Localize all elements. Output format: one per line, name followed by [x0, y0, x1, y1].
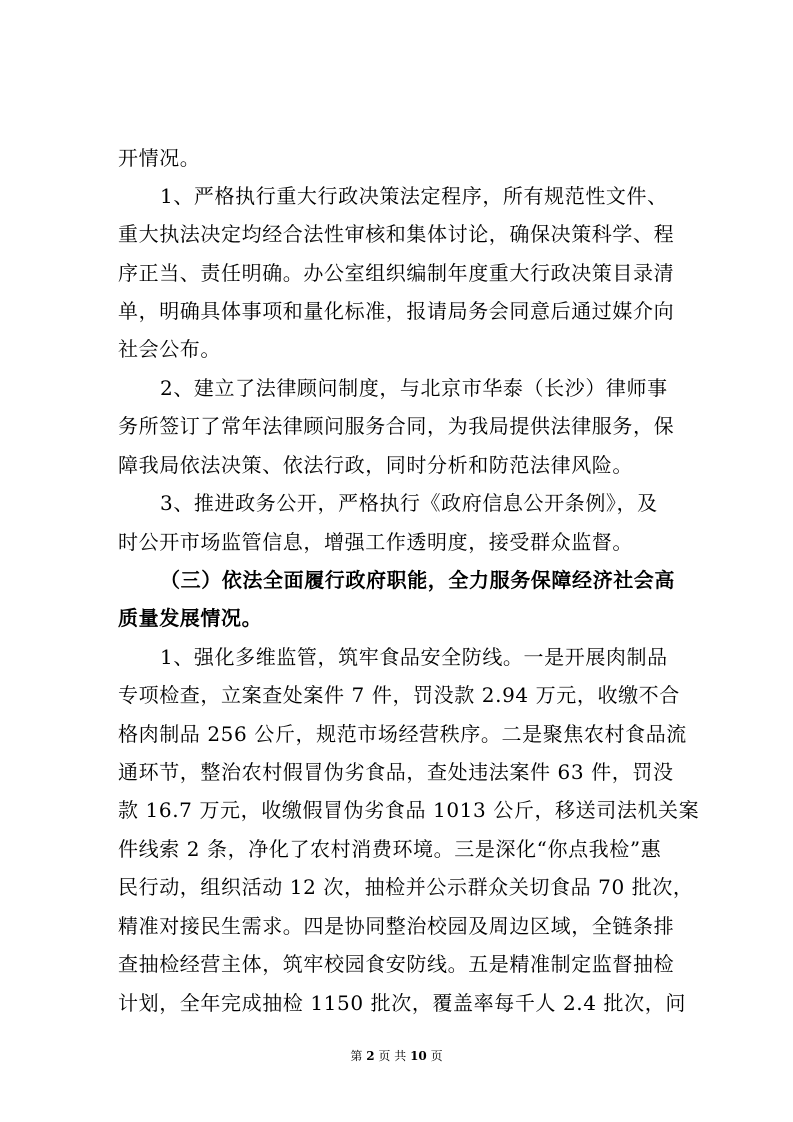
text-line: 开情况。 — [118, 146, 201, 170]
text-line: 款 16.7 万元，收缴假冒伪劣食品 1013 公斤，移送司法机关案 — [118, 798, 700, 822]
text-line: 专项检查，立案查处案件 7 件，罚没款 2.94 万元，收缴不合 — [118, 683, 680, 707]
text-line: 2、建立了法律顾问制度，与北京市华泰（长沙）律师事 — [160, 376, 668, 400]
footer-suffix: 页 — [430, 1049, 443, 1063]
text-line: 社会公布。 — [118, 337, 221, 361]
text-line: 1、严格执行重大行政决策法定程序，所有规范性文件、 — [160, 184, 668, 208]
text-line: 查抽检经营主体，筑牢校园食安防线。五是精准制定监督抽检 — [118, 952, 675, 976]
page-footer — [0, 1048, 793, 1064]
text-line: 重大执法决定均经合法性审核和集体讨论，确保决策科学、程 — [118, 222, 675, 246]
text-line: 序正当、责任明确。办公室组织编制年度重大行政决策目录清 — [118, 261, 675, 285]
text-line: 务所签订了常年法律顾问服务合同，为我局提供法律服务，保 — [118, 414, 675, 438]
total-pages-number: 10 — [410, 1049, 427, 1063]
text-line: 通环节，整治农村假冒伪劣食品，查处违法案件 63 件，罚没 — [118, 760, 674, 784]
section-heading: （三）依法全面履行政府职能，全力服务保障经济社会高 — [160, 568, 675, 592]
text-line: 格肉制品 256 公斤，规范市场经营秩序。二是聚焦农村食品流 — [118, 722, 687, 746]
footer-prefix: 第 — [350, 1049, 363, 1063]
text-line: 1、强化多维监管，筑牢食品安全防线。一是开展肉制品 — [160, 645, 668, 669]
footer-middle: 页 共 — [378, 1049, 407, 1063]
text-line: 障我局依法决策、依法行政，同时分析和防范法律风险。 — [118, 453, 633, 477]
text-line: 民行动，组织活动 12 次，抽检并公示群众关切食品 70 批次， — [118, 875, 694, 899]
text-line: 计划，全年完成抽检 1150 批次，覆盖率每千人 2.4 批次，问 — [118, 991, 686, 1015]
current-page-number: 2 — [366, 1049, 375, 1063]
text-line: 件线索 2 条，净化了农村消费环境。三是深化“你点我检”惠 — [118, 837, 662, 861]
text-line: 精准对接民生需求。四是协同整治校园及周边区域，全链条排 — [118, 914, 675, 938]
text-line: 单，明确具体事项和量化标准，报请局务会同意后通过媒介向 — [118, 299, 675, 323]
section-heading: 质量发展情况。 — [118, 606, 263, 630]
text-line: 3、推进政务公开，严格执行《政府信息公开条例》，及 — [160, 491, 658, 515]
text-line: 时公开市场监管信息，增强工作透明度，接受群众监督。 — [118, 530, 633, 554]
